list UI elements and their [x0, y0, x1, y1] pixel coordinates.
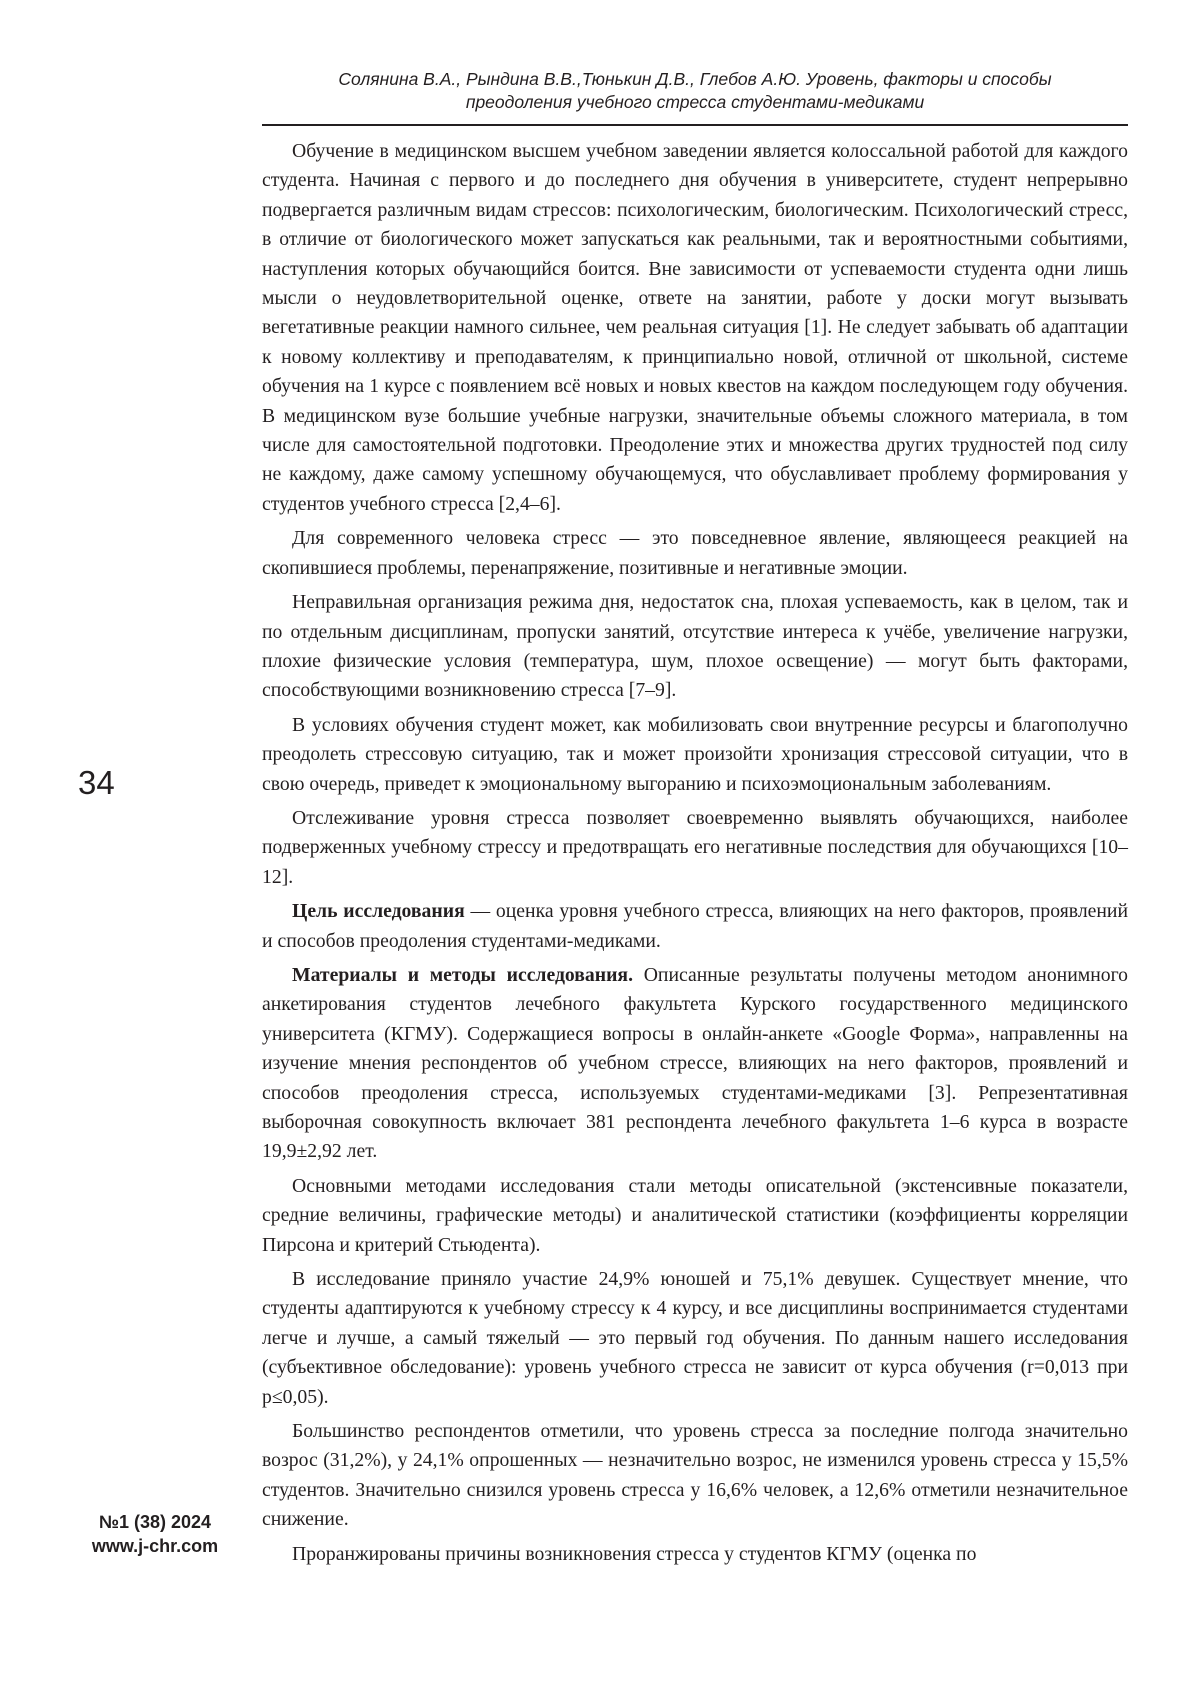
- running-header: [262, 68, 1128, 114]
- methods-text: Описанные результаты получены методом анонимного анкетирования студентов лечебного факультета Курского государственного медицинского университета (КГМУ). Содержащиеся вопросы в онлайн-анкете «Google Форма», направленны на изучение мнения респондентов об учебном стрессе, влияющих на него факторов, проявлений и способов преодоления стресса, используемых студентами-медиками [3]. Репрезентативная выборочная совокупность включает 381 респондента лечебного факультета 1–6 курса в возрасте 19,9±2,92 лет.: [262, 963, 1129, 1163]
- paragraph: Большинство респондентов отметили, что уровень стресса за последние полгода значительно возрос (31,2%), у 24,1% опрошенных — незначительно возрос, не изменился уровень стресса у 15,5% студентов. Значительно снизился уровень стресса у 16,6% человек, а 12,6% отметили незначительное снижение.: [262, 1420, 1128, 1531]
- paragraph: Основными методами исследования стали методы описательной (экстенсивные показатели, средние величины, графические методы) и аналитической статистики (коэффициенты корреляции Пирсона и критерий Стьюдента).: [262, 1174, 1128, 1256]
- running-header-authors: Солянина В.А., Рындина В.В.,Тюнькин Д.В., Глебов А.Ю. Уровень, факторы и способы: [338, 69, 1052, 89]
- header-divider: [262, 124, 1128, 126]
- paragraph: Неправильная организация режима дня, недостаток сна, плохая успеваемость, как в целом, так и по отдельным дисциплинам, пропуски занятий, отсутствие интереса к учёбе, увеличение нагрузки, плохие физические условия (температура, шум, плохое освещение) — могут быть факторами, способствующими возникновению стресса [7–9].: [262, 591, 1128, 702]
- aim-text: — оценка уровня учебного стресса, влияющих на него факторов, проявлений и способов преодоления студентами-медиками.: [262, 900, 1128, 952]
- paragraph: В условиях обучения студент может, как мобилизовать свои внутренние ресурсы и благополучно преодолеть стрессовую ситуацию, так и может произойти хронизация стрессовой ситуации, что в свою очередь, приведет к эмоциональному выгоранию и психоэмоциональным заболеваниям.: [262, 713, 1128, 795]
- paragraph: Проранжированы причины возникновения стресса у студентов КГМУ (оценка по: [292, 1542, 977, 1565]
- paragraph-aim: [262, 897, 1128, 956]
- paragraph: Обучение в медицинском высшем учебном заведении является колоссальной работой для каждого студента. Начиная с первого и до последнего дня обучения в университете, студент непрерывно подвергается различным видам стрессов: психологическим, биологическим. Психологический стресс, в отличие от биологического может запускаться как реальными, так и вероятностными событиями, наступления которых обучающийся боится. Вне зависимости от успеваемости студента одни лишь мысли о неудовлетворительной оценке, ответе на занятии, работе у доски могут вызывать вегетативные реакции намного сильнее, чем реальная ситуация [1]. Не следует забывать об адаптации к новому коллективу и преподавателям, к принципиально новой, отличной от школьной, системе обучения на 1 курсе с появлением всё новых и новых квестов на каждом последующем году обучения. В медицинском вузе большие учебные нагрузки, значительные объемы сложного материала, в том числе для самостоятельной подготовки. Преодоление этих и множества других трудностей под силу не каждому, даже самому успешному обучающемуся, что обуславливает проблему формирования у студентов учебного стресса [2,4–6].: [262, 140, 1128, 515]
- article-body: [262, 137, 1128, 1574]
- page-number: 34: [78, 764, 115, 801]
- running-header-title: преодоления учебного стресса студентами-медиками: [465, 92, 925, 112]
- paragraph: Отслеживание уровня стресса позволяет своевременно выявлять обучающихся, наиболее подверженных учебному стрессу и предотвращать его негативные последствия для обучающихся [10–12].: [262, 806, 1128, 888]
- journal-website: www.j-chr.com: [91, 1536, 219, 1556]
- paragraph-methods: [262, 961, 1128, 1167]
- methods-heading: Материалы и методы исследования.: [292, 963, 634, 986]
- aim-heading: Цель исследования: [292, 900, 465, 923]
- paragraph: Для современного человека стресс — это повседневное явление, являющееся реакцией на скопившиеся проблемы, перенапряжение, позитивные и негативные эмоции.: [262, 527, 1128, 579]
- paragraph: В исследование приняло участие 24,9% юношей и 75,1% девушек. Существует мнение, что студенты адаптируются к учебному стрессу к 4 курсу, и все дисциплины воспринимается студентами легче и лучше, а самый тяжелый — это первый год обучения. По данным нашего исследования (субъективное обследование): уровень учебного стресса не зависит от курса обучения (r=0,013 при p≤0,05).: [262, 1268, 1128, 1408]
- journal-issue: №1 (38) 2024: [98, 1512, 212, 1532]
- journal-info: [60, 1510, 250, 1558]
